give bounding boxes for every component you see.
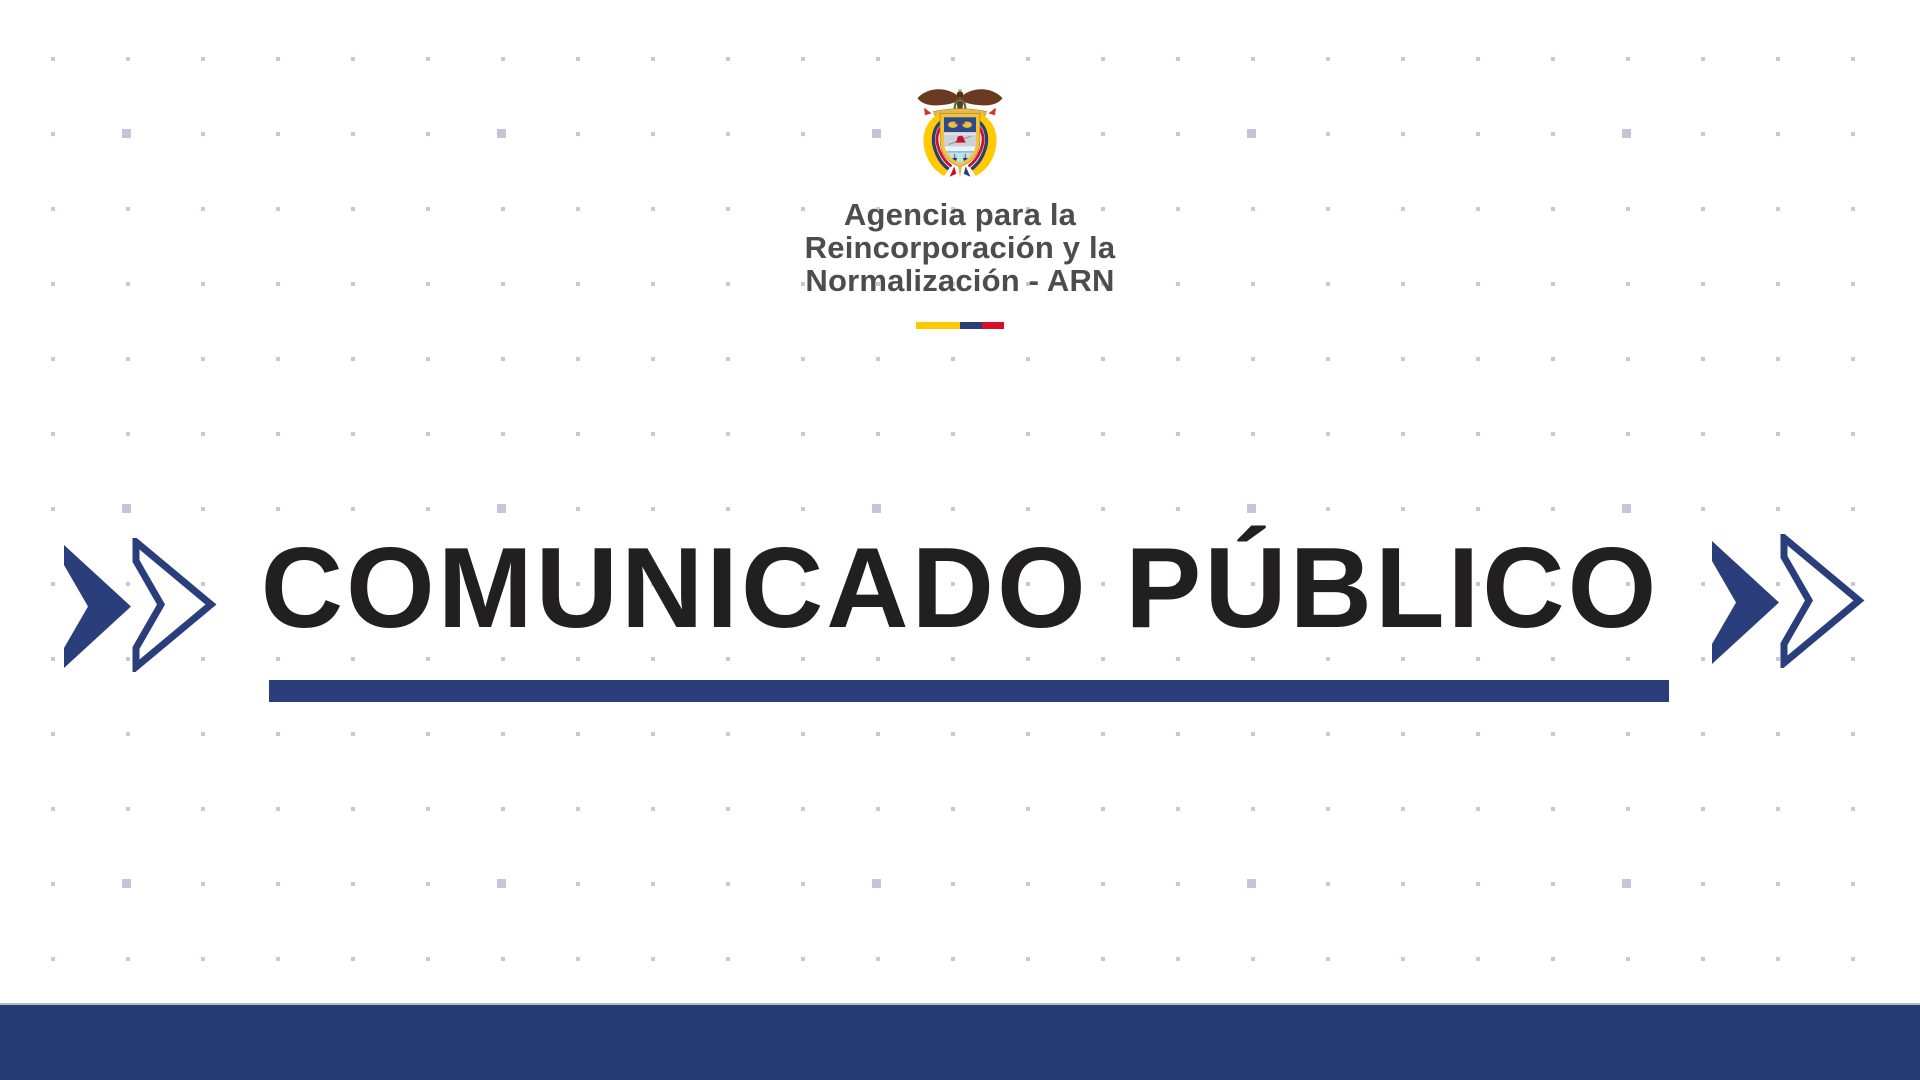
double-chevron-right-icon-right <box>1712 534 1865 668</box>
agency-name-line-1: Agencia para la <box>843 197 1077 232</box>
flag-red-segment <box>982 322 1004 329</box>
agency-name <box>0 198 1920 297</box>
banner-title: COMUNICADO PÚBLICO <box>260 525 1660 652</box>
agency-name-line-2: Reincorporación y la <box>804 230 1116 265</box>
colombia-flag-divider <box>916 322 1004 329</box>
flag-yellow-segment <box>916 322 960 329</box>
agency-name-line-3: Normalización - ARN <box>805 263 1115 298</box>
footer-bar <box>0 1003 1920 1080</box>
title-underline <box>269 680 1669 702</box>
flag-blue-segment <box>960 322 982 329</box>
colombia-coat-of-arms-icon <box>912 84 1008 190</box>
